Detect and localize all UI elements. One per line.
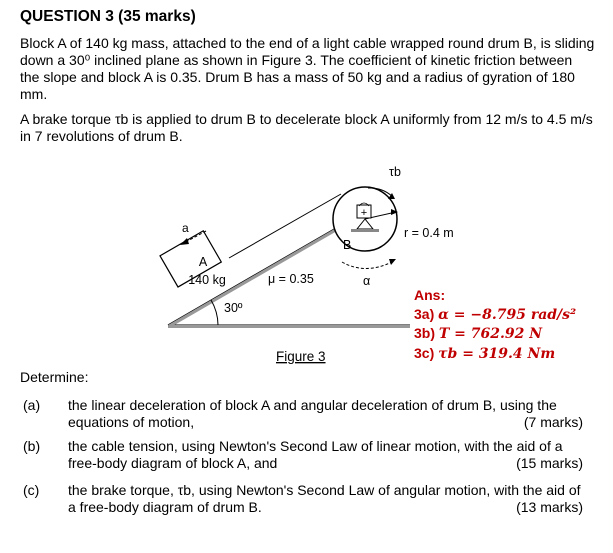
item-b-marks: (15 marks) [516,455,583,471]
item-a-marks: (7 marks) [523,414,583,430]
answer-c: 3c) τb = 319.4 Nm [414,344,556,362]
question-title: QUESTION 3 (35 marks) [20,8,196,25]
item-c-marks: (13 marks) [516,499,583,515]
alpha-label: α [363,274,371,288]
angle-arc [211,300,218,325]
item-c-text: the brake torque, τb, using Newton's Second Law of angular motion, with the aid of a free-body diagram of drum B. [68,482,581,515]
answer-b: 3b) T = 762.92 N [414,325,543,342]
figure-caption: Figure 3 [276,349,326,364]
item-b-label: (b) [23,438,41,454]
item-b-text: the cable tension, using Newton's Second Law of linear motion, with the aid of a free-body diagram of block A, and [68,438,563,471]
answer-a: 3a) α = −8.795 rad/s² [414,305,577,323]
radius-label: r = 0.4 m [404,226,454,240]
item-c-label: (c) [23,482,40,498]
item-a-label: (a) [23,397,41,413]
cable [229,194,341,258]
drum-pin-base [351,229,379,232]
block-label: A [198,255,208,269]
item-a-text: the linear deceleration of block A and angular deceleration of drum B, using the equations of motion, [68,397,557,430]
friction-label: μ = 0.35 [268,272,314,286]
drum-label: B [343,238,352,252]
block-mass: 140 kg [188,273,226,287]
torque-label: τb [389,165,401,179]
ground-hatch [168,325,410,328]
determine-heading: Determine: [20,369,89,385]
problem-paragraph: Block A of 140 kg mass, attached to the end of a light cable wrapped round drum B, is sliding down a 30⁰ inclined plane as shown in Figure 3. The coefficient of kinetic friction between the slope and block A is 0.35. Drum B has a mass of 50 kg and a radius of gyration of 180 mm. [20,35,595,102]
accel-label: a [182,221,189,235]
answers-block [414,286,576,363]
answers-heading: Ans: [414,287,446,303]
positive-sense: + [360,207,368,219]
alpha-arrow [342,262,392,269]
brake-paragraph: A brake torque τb is applied to drum B to decelerate block A uniformly from 12 m/s to 4.5 m/s in 7 revolutions of drum B. [20,111,593,144]
angle-label: 30º [224,301,243,315]
